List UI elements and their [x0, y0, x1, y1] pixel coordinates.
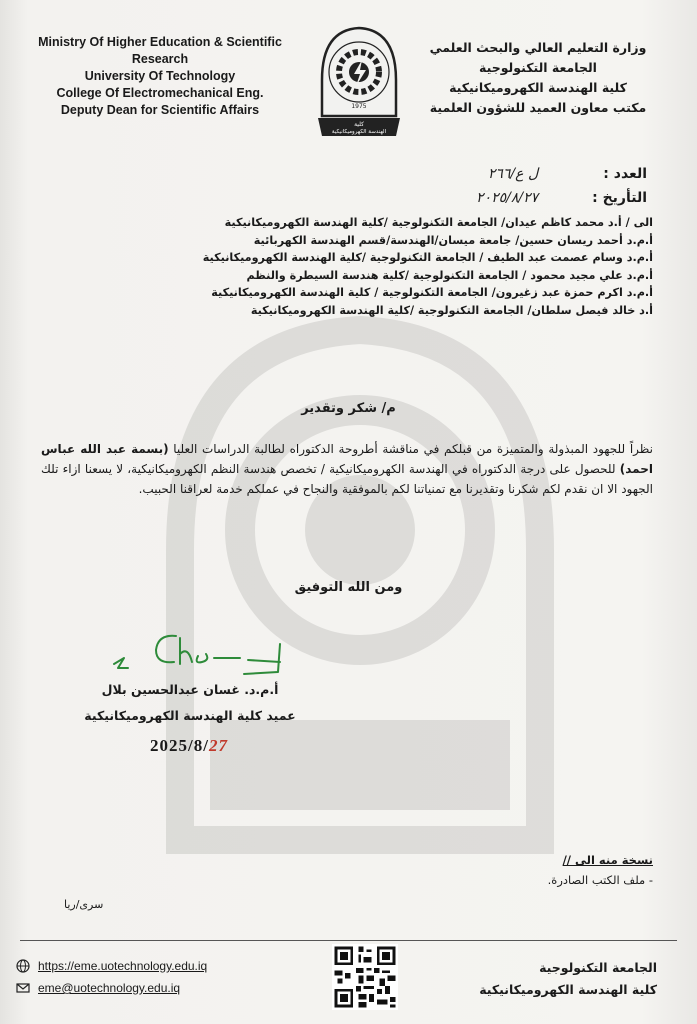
- cc-block: [548, 850, 653, 890]
- header-english: [20, 34, 300, 119]
- header-ar-college: كلية الهندسة الكهروميكانيكية: [449, 80, 627, 95]
- reference-number-value: ل ع/٢٦٦: [487, 166, 539, 182]
- logo-ribbon-line1: كلية: [354, 121, 364, 128]
- body-part-1: نظراً للجهود المبذولة والمتميزة من قبلكم في مناقشة أطروحة الدكتوراه لطالبة الدراسات العليا: [168, 442, 653, 456]
- footer-email-row: [16, 977, 207, 999]
- header-en-research: Research: [131, 52, 189, 66]
- recipient-item: أ.م.د وسام عصمت عبد الطيف / الجامعة التكنولوجية /كلية الهندسة الكهروميكانيكية: [202, 251, 653, 264]
- header-ar-office: مكتب معاون العميد للشؤون العلمية: [429, 100, 647, 115]
- footer-college: كلية الهندسة الكهروميكانيكية: [479, 982, 657, 997]
- email-icon: [16, 981, 30, 995]
- signatory-name: أ.م.د. غسان عبدالحسين بلال: [101, 682, 279, 697]
- signatory-title: عميد كلية الهندسة الكهروميكانيكية: [84, 708, 296, 723]
- recipient-item: أ.د خالد فيصل سلطان/ الجامعة التكنولوجية /كلية الهندسة الكهروميكانيكية: [250, 303, 653, 317]
- college-logo-icon: [316, 24, 402, 140]
- student-name: (بسمة عبد الله عباس احمد): [41, 442, 653, 476]
- letter-subject: م/ شكر وتقدير: [301, 401, 396, 416]
- footer-website-row: [16, 955, 207, 977]
- header-ar-ministry: وزارة التعليم العالي والبحث العلمي: [429, 40, 647, 55]
- footer-divider: [20, 940, 677, 941]
- globe-icon: [16, 959, 30, 973]
- header-en-office: Deputy Dean for Scientific Affairs: [60, 103, 260, 117]
- reference-date-row: [476, 186, 647, 210]
- recipient-item: أ.م.د أحمد ريسان حسين/ جامعة ميسان/الهندسة/قسم الهندسة الكهربائية: [253, 233, 653, 247]
- letter-closing: ومن الله التوفيق: [294, 580, 403, 595]
- logo-ribbon-line2: الهندسة الكهروميكانيكية: [331, 129, 387, 135]
- letter-body: [41, 439, 653, 499]
- header-en-university: University Of Technology: [84, 69, 236, 83]
- footer-institution: [479, 957, 657, 1001]
- header-en-ministry: Ministry Of Higher Education & Scientific: [38, 35, 282, 49]
- typist-initials: سرى/ريا: [64, 898, 104, 911]
- qr-code-icon[interactable]: [332, 944, 398, 1010]
- header-ar-university: الجامعة التكنولوجية: [479, 60, 597, 75]
- recipient-item: أ.م.د اكرم حمزة عبد زغيرون/ الجامعة التكنولوجية / كلية الهندسة الكهروميكانيكية: [211, 286, 653, 299]
- reference-block: [476, 162, 647, 210]
- website-link[interactable]: https://eme.uotechnology.edu.iq: [38, 959, 208, 973]
- handwritten-signature: [84, 628, 314, 676]
- recipients-list: [33, 214, 653, 319]
- logo-year: 1975: [351, 103, 367, 110]
- cc-title: نسخة منه الى //: [562, 853, 653, 867]
- reference-date-label: التأريخ :: [592, 190, 647, 206]
- reference-number-row: [476, 162, 647, 186]
- signatory-block: [60, 677, 320, 729]
- reference-date-value: ٢٠٢٥/٨/٢٧: [476, 190, 539, 206]
- email-link[interactable]: eme@uotechnology.edu.iq: [38, 981, 181, 995]
- signature-date-handwritten: 27: [208, 736, 228, 755]
- header-en-college: College Of Electromechanical Eng.: [56, 86, 264, 100]
- signature-date: [150, 736, 228, 756]
- header-arabic: [413, 38, 663, 118]
- reference-number-label: العدد :: [603, 166, 647, 182]
- cc-item: - ملف الكتب الصادرة.: [547, 873, 653, 887]
- signature-date-printed: 2025/8/: [150, 736, 209, 755]
- body-part-2: للحصول على درجة الدكتوراه في الهندسة الكهروميكانيكية / تخصص هندسة النظم الكهروميكانيكية، لا يسعنا ازاء تلك الجهود الا ان نقدم لكم شكرنا وتقديرنا مع تمنياتنا لكم بالموفقية والنجاح في عملكم خدمة لعراقنا الحبيب.: [41, 462, 653, 496]
- footer-contacts: [16, 955, 207, 999]
- recipient-item: الى / أ.د محمد كاظم عيدان/ الجامعة التكنولوجية /كلية الهندسة الكهروميكانيكية: [224, 216, 653, 229]
- recipient-item: أ.م.د علي مجيد محمود / الجامعة التكنولوجية /كلية هندسة السيطرة والنظم: [246, 268, 653, 282]
- footer-university: الجامعة التكنولوجية: [539, 960, 657, 975]
